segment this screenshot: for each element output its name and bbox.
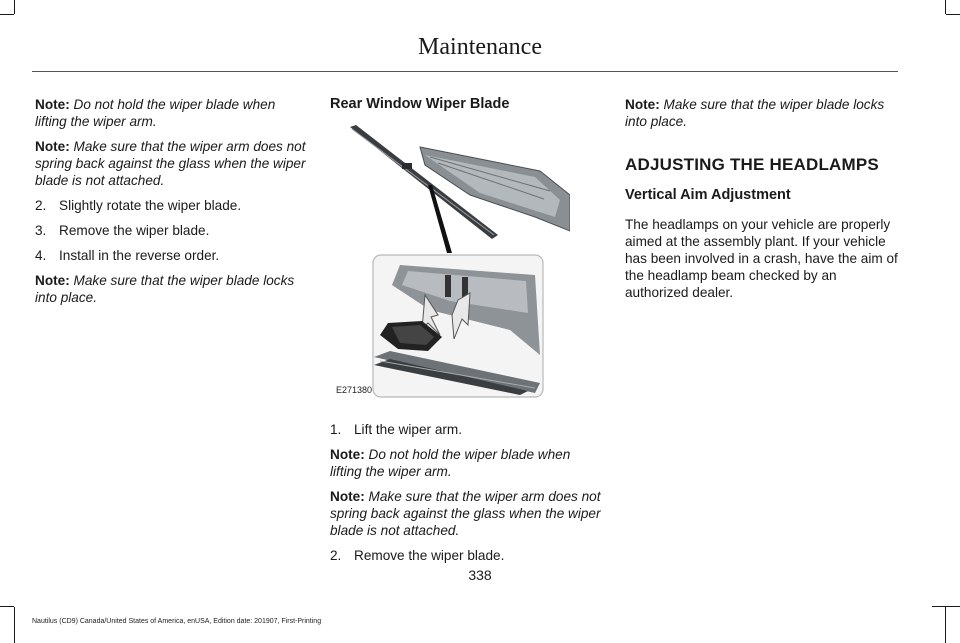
note: [35, 96, 307, 130]
step-number: 2.: [35, 198, 47, 213]
note-text: Make sure that the wiper blade locks into place.: [35, 273, 295, 305]
step-number: 3.: [35, 223, 47, 238]
note-label: Note:: [330, 489, 365, 504]
step-item: [35, 247, 307, 264]
crop-mark: [945, 0, 946, 14]
crop-mark: [946, 14, 960, 15]
step-number: 2.: [330, 548, 342, 563]
step-number: 4.: [35, 248, 47, 263]
note: [330, 446, 602, 480]
note-text: Make sure that the wiper arm does not spring back against the glass when the wiper blade is not attached.: [35, 139, 306, 188]
step-text: Slightly rotate the wiper blade.: [59, 198, 242, 213]
step-item: [330, 547, 602, 564]
crop-mark: [14, 607, 15, 643]
footer-text: Nautilus (CD9) Canada/United States of America, enUSA, Edition date: 201907, First-Printing: [32, 618, 322, 625]
note: [35, 138, 307, 189]
column-left: [35, 96, 307, 314]
section-heading: Rear Window Wiper Blade: [330, 96, 510, 112]
step-number: 1.: [330, 422, 342, 437]
column-middle: [330, 96, 602, 572]
crop-mark: [0, 14, 14, 15]
section-heading: ADJUSTING THE HEADLAMPS: [625, 155, 879, 174]
note: [330, 488, 602, 539]
step-item: [35, 197, 307, 214]
step-item: [35, 222, 307, 239]
body-paragraph: The headlamps on your vehicle are properly aimed at the assembly plant. If your vehicle has been involved in a crash, have the aim of the headlamp beam checked by an authorized dealer.: [625, 217, 898, 300]
note-label: Note:: [625, 97, 660, 112]
page-title: Maintenance: [418, 34, 542, 60]
crop-mark: [932, 606, 960, 607]
crop-mark: [14, 0, 15, 14]
step-text: Install in the reverse order.: [59, 248, 220, 263]
header-rule: [32, 71, 898, 72]
note-label: Note:: [35, 97, 70, 112]
figure-code: E271380: [336, 385, 373, 395]
note-label: Note:: [35, 139, 70, 154]
note-text: Do not hold the wiper blade when lifting the wiper arm.: [330, 447, 571, 479]
wiper-blade-illustration: [330, 125, 570, 407]
note-text: Make sure that the wiper blade locks into place.: [625, 97, 885, 129]
step-item: [330, 421, 602, 438]
note-label: Note:: [330, 447, 365, 462]
note-text: Make sure that the wiper arm does not spring back against the glass when the wiper blade is not attached.: [330, 489, 601, 538]
crop-mark: [945, 607, 946, 643]
sub-heading: Vertical Aim Adjustment: [625, 187, 791, 203]
note: [35, 272, 307, 306]
step-text: Remove the wiper blade.: [354, 548, 505, 563]
note-text: Do not hold the wiper blade when lifting the wiper arm.: [35, 97, 276, 129]
crop-mark: [0, 606, 14, 607]
note: [625, 96, 900, 130]
column-right: [625, 96, 900, 309]
page-number: 338: [468, 567, 492, 583]
wiper-illustration-graphic: [330, 125, 570, 407]
step-text: Lift the wiper arm.: [354, 422, 463, 437]
step-text: Remove the wiper blade.: [59, 223, 210, 238]
note-label: Note:: [35, 273, 70, 288]
